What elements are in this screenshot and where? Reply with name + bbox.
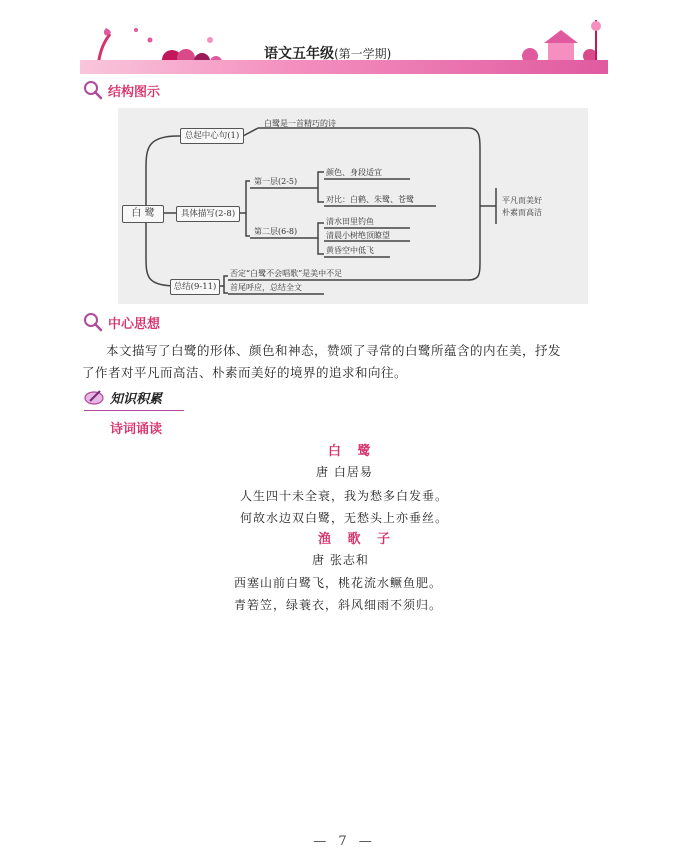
page-header bbox=[80, 12, 608, 76]
mindmap-layer2-leaf: 清晨小树绝顶瞭望 bbox=[326, 231, 390, 240]
section-idea-heading bbox=[82, 312, 160, 332]
idea-paragraph-line2: 了作者对平凡而高洁、朴素而美好的境界的追求和向往。 bbox=[82, 365, 408, 380]
idea-paragraph-line1: 本文描写了白鹭的形体、颜色和神态，赞颂了寻常的白鹭所蕴含的内在美，抒发 bbox=[106, 343, 562, 358]
section-structure-heading bbox=[82, 80, 160, 100]
header-title bbox=[264, 43, 391, 63]
mindmap-branch-summary: 总结(9-11) bbox=[170, 279, 220, 295]
page-number: — 7 — bbox=[313, 834, 376, 849]
knowledge-underline bbox=[84, 410, 184, 411]
mindmap-branch-detail: 具体描写(2-8) bbox=[176, 206, 240, 222]
mindmap-branch-intro: 总起中心句(1) bbox=[180, 128, 244, 144]
mindmap-layer1-label: 第一层(2-5) bbox=[254, 177, 298, 186]
mindmap-summary-leaf: 否定“白鹭不会唱歌”是美中不足 bbox=[230, 269, 343, 278]
book-pen-icon bbox=[84, 387, 106, 407]
header-title-main: 语文五年级 bbox=[264, 46, 334, 62]
section-knowledge-label: 知识积累 bbox=[110, 391, 163, 407]
mindmap-layer1-leaf: 对比：白鹤、朱鹭、苍鹭 bbox=[326, 195, 414, 204]
section-knowledge-heading bbox=[84, 387, 162, 407]
mindmap-leaf-intro: 白鹭是一首精巧的诗 bbox=[264, 119, 336, 128]
section-structure-label: 结构图示 bbox=[108, 84, 161, 100]
mindmap-layer2-label: 第二层(6-8) bbox=[254, 227, 298, 236]
poem-author: 唐 白居易 bbox=[316, 465, 373, 479]
poem-line: 人生四十未全衰，我为愁多白发垂。 bbox=[240, 489, 449, 503]
magnifier-icon bbox=[82, 312, 104, 332]
magnifier-icon bbox=[82, 80, 104, 100]
mindmap-root: 白 鹭 bbox=[122, 205, 164, 223]
poem-author: 唐 张志和 bbox=[312, 553, 369, 567]
structure-mindmap bbox=[118, 108, 588, 304]
mindmap-theme-line: 朴素而高洁 bbox=[502, 208, 542, 217]
section-poetry-label: 诗词诵读 bbox=[110, 422, 163, 437]
poem-line: 何故水边双白鹭，无愁头上亦垂丝。 bbox=[240, 511, 449, 525]
poem-title: 白 鹭 bbox=[328, 444, 377, 459]
mindmap-theme-line: 平凡而美好 bbox=[502, 196, 542, 205]
section-idea-label: 中心思想 bbox=[108, 316, 161, 332]
mindmap-layer2-leaf: 清水田里钓鱼 bbox=[326, 217, 374, 226]
mindmap-layer1-leaf: 颜色、身段适宜 bbox=[326, 168, 382, 177]
header-title-sub: (第一学期) bbox=[334, 47, 392, 61]
poem-line: 西塞山前白鹭飞，桃花流水鳜鱼肥。 bbox=[234, 576, 443, 590]
mindmap-summary-leaf: 首尾呼应，总结全文 bbox=[230, 283, 302, 292]
poem-line: 青箬笠，绿蓑衣，斜风细雨不须归。 bbox=[234, 598, 443, 612]
section-poetry-heading bbox=[110, 418, 162, 437]
poem-title: 渔 歌 子 bbox=[318, 532, 397, 547]
mindmap-layer2-leaf: 黄昏空中低飞 bbox=[326, 246, 374, 255]
